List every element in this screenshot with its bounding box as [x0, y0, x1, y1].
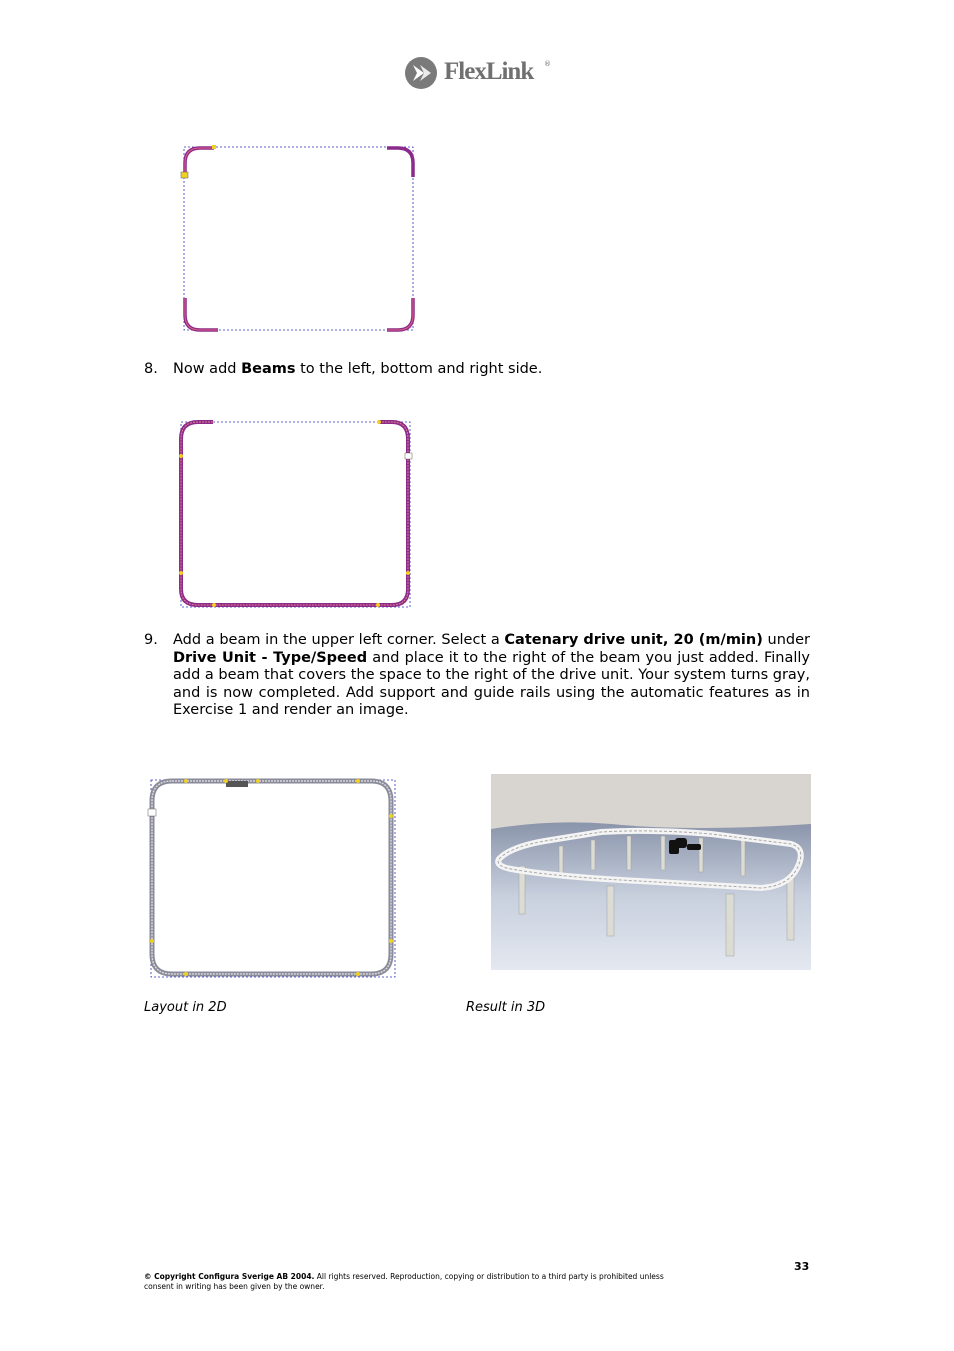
copyright-line-1 [144, 1272, 784, 1282]
step-text [173, 632, 810, 720]
flexlink-logo [404, 56, 564, 92]
step-number: 9. [144, 632, 158, 648]
logo-wordmark: FlexLink [444, 58, 534, 85]
step-text-bold: Beams [241, 361, 296, 377]
logo-registered-mark: ® [544, 60, 551, 68]
caption-result-3d: Result in 3D [466, 1000, 546, 1015]
step-text-part: and place it to the right of the beam you just added. Finally add a beam that covers the space to the right of the drive unit. Your system turns gray, and is now completed. Add support and guide rails using the automatic features as in Exercise 1 and render an image. [173, 649, 810, 718]
layout-figure-corners [178, 143, 418, 333]
step-text-part: to the left, bottom and right side. [295, 361, 543, 377]
page-number: 33 [794, 1260, 810, 1273]
copyright-notice [144, 1272, 784, 1292]
layout-figure-beams [176, 418, 416, 610]
flexlink-circle-arrow-icon [404, 56, 438, 90]
caption-layout-2d: Layout in 2D [144, 1000, 227, 1015]
step-9 [144, 632, 810, 722]
step-text [173, 361, 542, 379]
copyright-rest: All rights reserved. Reproduction, copying or distribution to a third party is prohibited unless [314, 1272, 664, 1281]
step-text-part: under [762, 632, 811, 648]
step-number: 8. [144, 361, 158, 377]
step-text-bold: Drive Unit - Type/Speed [173, 649, 368, 666]
step-text-part: Add a beam in the upper left corner. Select a [173, 632, 505, 648]
copyright-line-2: consent in writing has been given by the owner. [144, 1282, 325, 1291]
step-text-bold: Catenary drive unit, 20 (m/min) [504, 632, 763, 648]
step-text-part: Now add [173, 361, 242, 377]
layout-2d-figure [146, 776, 400, 980]
result-3d-render [491, 774, 811, 970]
copyright-bold: © Copyright Configura Sverige AB 2004. [144, 1272, 315, 1281]
step-8 [144, 361, 810, 381]
